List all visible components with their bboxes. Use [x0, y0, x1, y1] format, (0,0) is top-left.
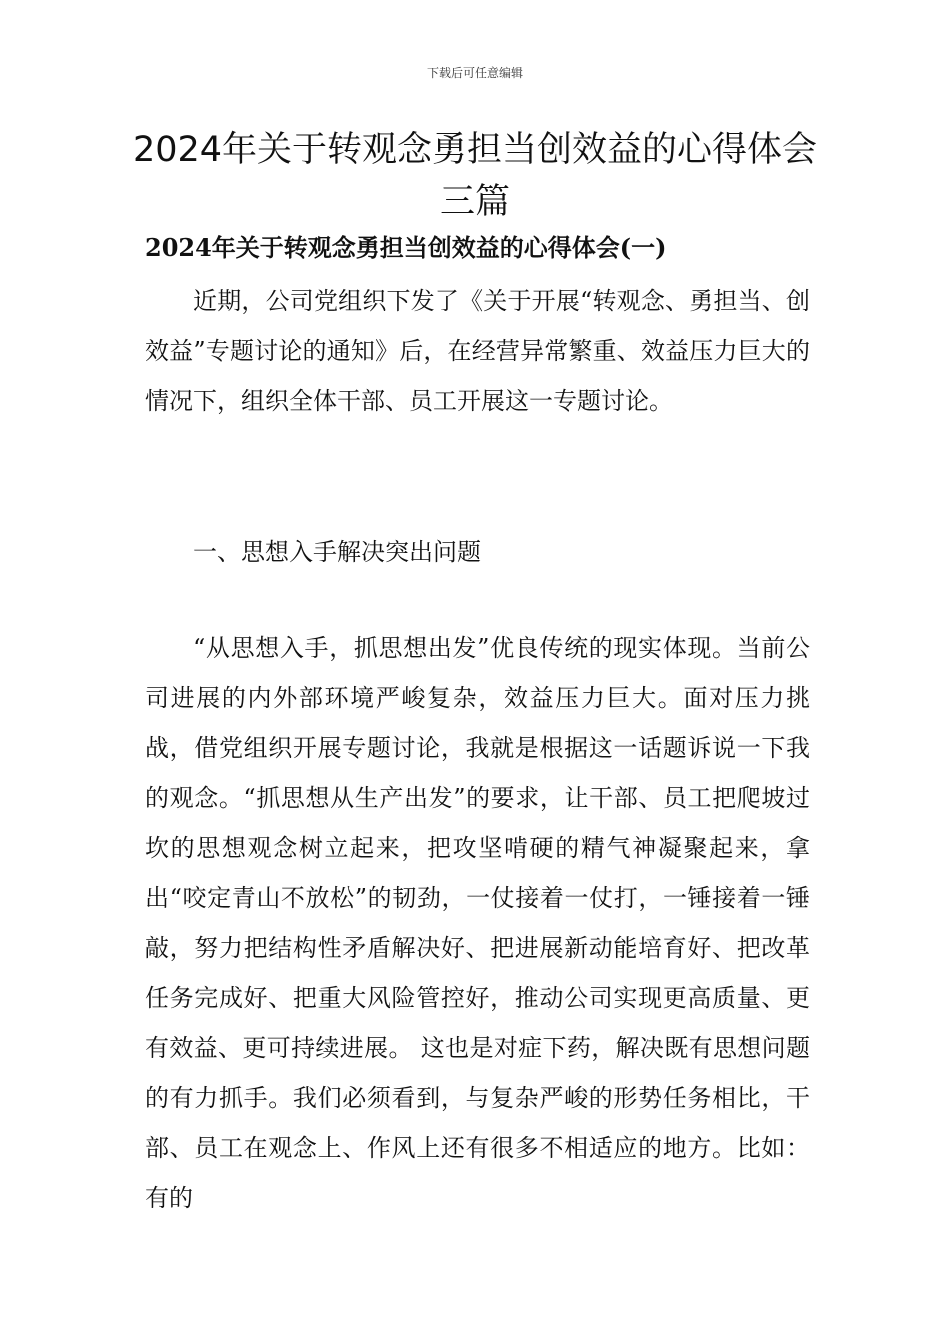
- section-heading: 2024年关于转观念勇担当创效益的心得体会(一): [145, 233, 667, 262]
- body-paragraph: “从思想入手，抓思想出发”优良传统的现实体现。当前公司进展的内外部环境严峻复杂，效益压力巨大。面对压力挑战，借党组织开展专题讨论，我就是根据这一话题诉说一下我的观念。“抓思想从生产出发”的要求，让干部、员工把爬坡过坎的思想观念树立起来，把攻坚啃硬的精气神凝聚起来，拿出“咬定青山不放松”的韧劲，一仗接着一仗打，一锤接着一锤敲，努力把结构性矛盾解决好、把进展新动能培育好、把改革任务完成好、把重大风险管控好，推动公司实现更高质量、更有效益、更可持续进展。 这也是对症下药，解决既有思想问题的有力抓手。我们必须看到，与复杂严峻的形势任务相比，干部、员工在观念上、作风上还有很多不相适应的地方。比如：有的: [145, 634, 810, 1212]
- intro-paragraph: 近期，公司党组织下发了《关于开展“转观念、勇担当、创效益”专题讨论的通知》后，在经营异常繁重、效益压力巨大的情况下，组织全体干部、员工开展这一专题讨论。: [145, 287, 810, 415]
- header-note: 下载后可任意编辑: [426, 66, 523, 80]
- document-title: 2024年关于转观念勇担当创效益的心得体会三篇: [132, 130, 818, 222]
- subheading-ideas: 一、思想入手解决突出问题: [193, 538, 481, 566]
